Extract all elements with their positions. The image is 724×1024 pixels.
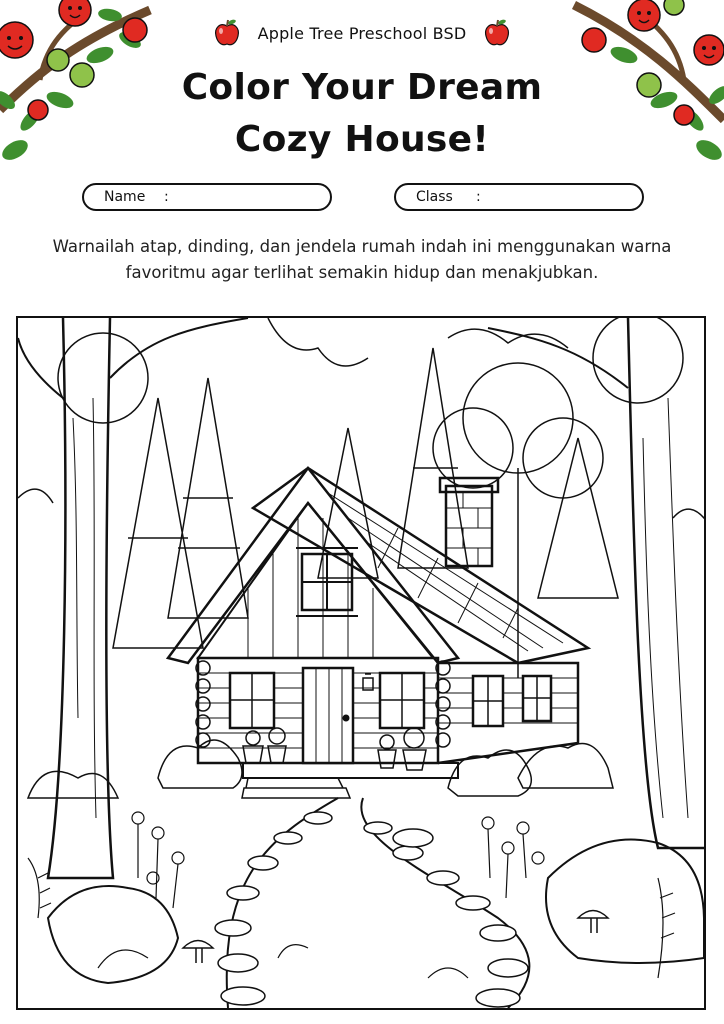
school-header xyxy=(0,18,724,48)
title-line-2: Cozy House! xyxy=(234,119,490,160)
title-line-1: Color Your Dream xyxy=(181,67,543,108)
apple-icon xyxy=(212,18,242,48)
instructions-text: Warnailah atap, dinding, dan jendela rumah indah ini menggunakan warna favoritmu agar terlihat semakin hidup dan menakjubkan. xyxy=(52,237,672,282)
apple-icon xyxy=(482,18,512,48)
coloring-area[interactable] xyxy=(16,316,706,1010)
class-label: Class xyxy=(416,189,453,205)
page-title xyxy=(0,62,724,166)
name-field[interactable] xyxy=(82,183,332,211)
school-name: Apple Tree Preschool BSD xyxy=(257,23,467,43)
cabin-illustration xyxy=(18,318,704,1008)
name-label: Name xyxy=(104,189,146,205)
class-separator: : xyxy=(476,189,481,205)
name-separator: : xyxy=(164,189,169,205)
class-field[interactable] xyxy=(394,183,644,211)
